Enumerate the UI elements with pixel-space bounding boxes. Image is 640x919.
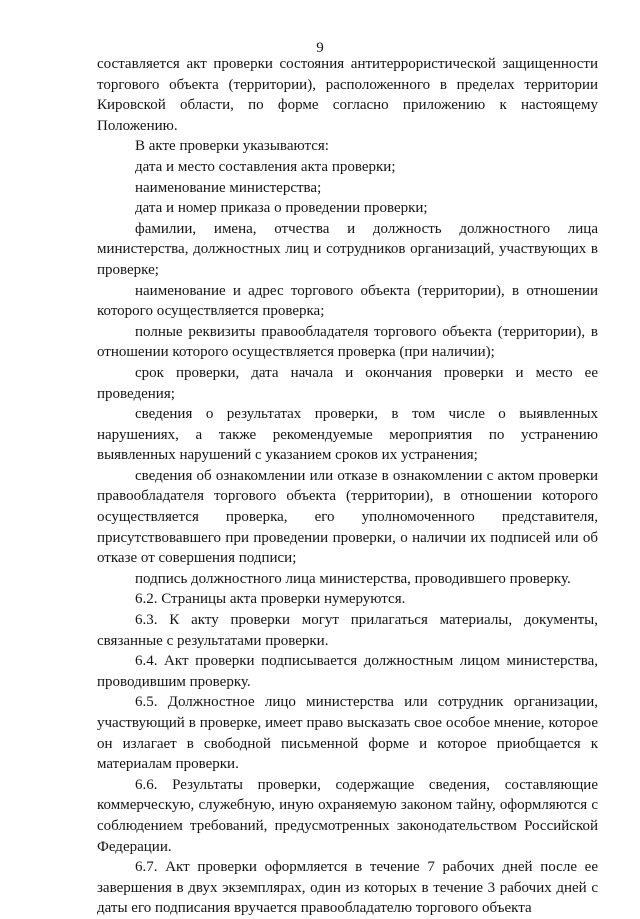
paragraph-6-2: 6.2. Страницы акта проверки нумеруются.: [135, 591, 406, 608]
list-item-owner-details: полные реквизиты правообладателя торгового объекта (территории), в отношении которого осуществляется проверка (при наличии);: [97, 323, 598, 361]
list-item-results: сведения о результатах проверки, в том числе о выявленных нарушениях, а также рекомендуемые мероприятия по устранению выявленных нарушений с указанием сроков их устранения;: [97, 406, 598, 464]
paragraph-6-6: 6.6. Результаты проверки, содержащие сведения, составляющие коммерческую, служебную, иную охраняемую законом тайну, оформляются с соблюдением требований, предусмотренных законодательством Российской Федерации.: [97, 776, 598, 855]
list-item-acquaintance: сведения об ознакомлении или отказе в ознакомлении с актом проверки правообладателя торгового объекта (территории), в отношении которого осуществляется проверка, его уполномоченного представителя, присутствовавшего при проведении проверки, о наличии их подписей или об отказе от совершения подписи;: [97, 467, 598, 567]
list-item-signature: подпись должностного лица министерства, проводившего проверку.: [135, 570, 571, 587]
paragraph-6-4: 6.4. Акт проверки подписывается должностным лицом министерства, проводившим проверку.: [97, 653, 598, 690]
document-body: [97, 54, 598, 919]
list-item-ministry-name: наименование министерства;: [135, 179, 322, 196]
list-item-date-place: дата и место составления акта проверки;: [135, 158, 396, 175]
paragraph-6-5: 6.5. Должностное лицо министерства или сотрудник организации, участвующий в проверке, имеет право высказать свое особое мнение, которое он излагает в свободной письменной форме и которое приобщается к материалам проверки.: [97, 694, 598, 773]
paragraph-act-contents-intro: В акте проверки указываются:: [135, 138, 329, 155]
page-number: 9: [316, 40, 324, 56]
list-item-participants: фамилии, имена, отчества и должность должностного лица министерства, должностных лиц и сотрудников организаций, участвующих в проверке;: [97, 220, 598, 278]
list-item-order-date-number: дата и номер приказа о проведении проверки;: [135, 200, 428, 217]
paragraph-6-7: 6.7. Акт проверки оформляется в течение 7 рабочих дней после ее завершения в двух экземплярах, один из которых в течение 3 рабочих дней с даты его подписания вручается правообладателю торгового объекта: [97, 859, 598, 917]
paragraph-6-3: 6.3. К акту проверки могут прилагаться материалы, документы, связанные с результатами проверки.: [97, 612, 598, 649]
list-item-object-name-address: наименование и адрес торгового объекта (территории), в отношении которого осуществляется проверка;: [97, 282, 598, 320]
list-item-term-place: срок проверки, дата начала и окончания проверки и место ее проведения;: [97, 364, 598, 402]
paragraph-continuation: составляется акт проверки состояния антитеррористической защищенности торгового объекта (территории), расположенного в пределах территории Кировской области, по форме согласно приложению к настоящему Положению.: [97, 56, 598, 134]
